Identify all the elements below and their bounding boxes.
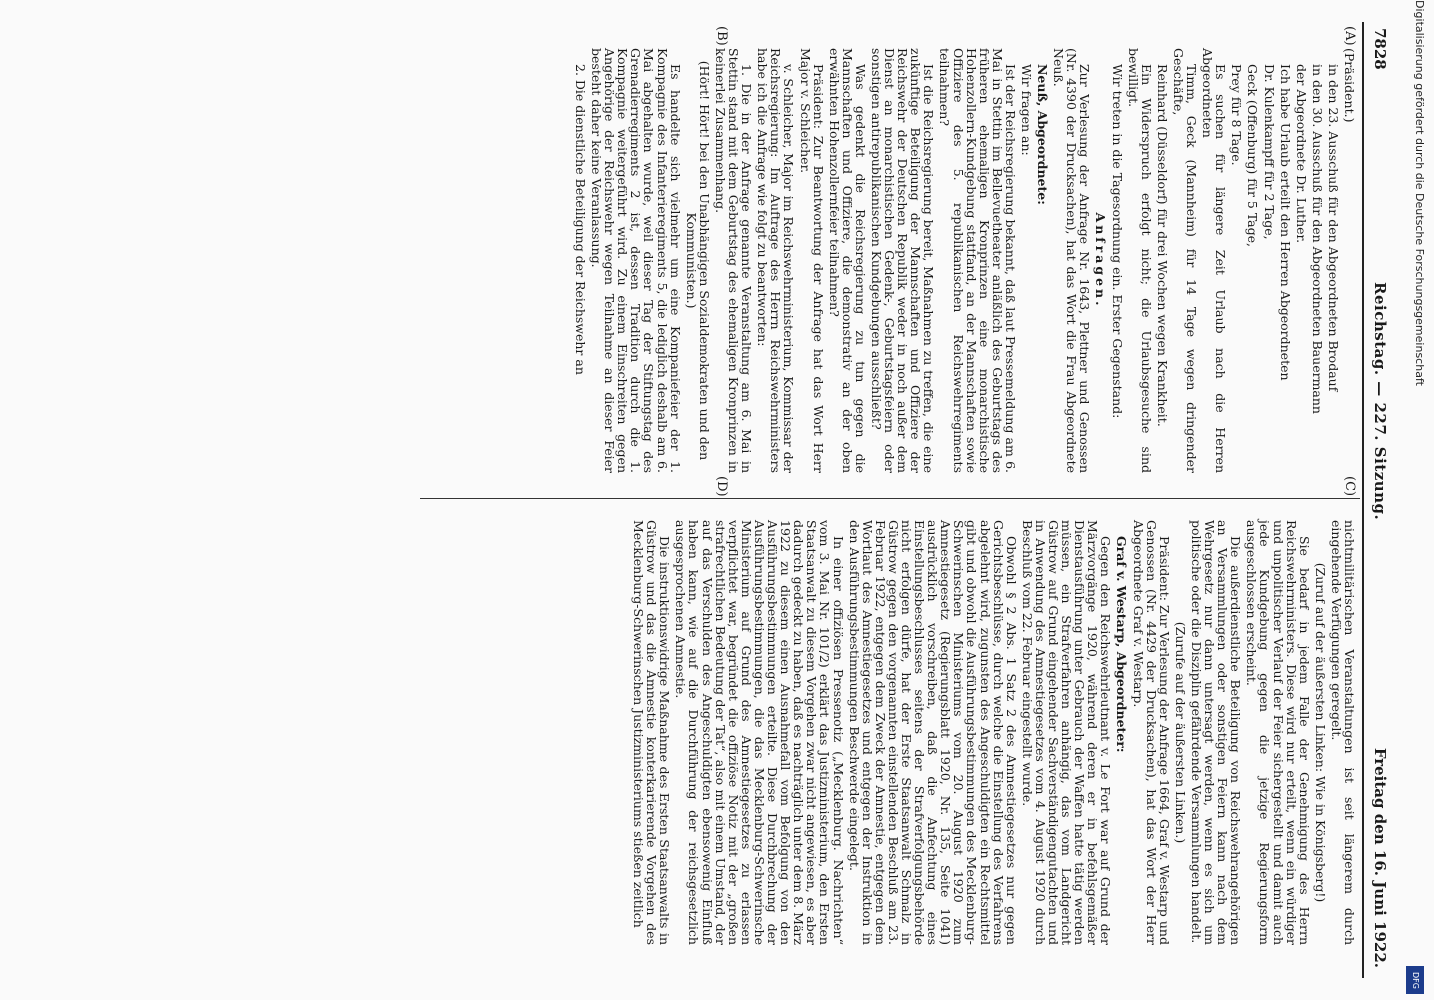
- paragraph: Ist die Reichsregierung bereit, Maßnahmen zu treffen, die eine zukünftige Beteiligung der Mannschaften und Offiziere der Reichswehr der Deutschen Republik weder in noch außer dem Dienst an monarchistischen Gedenk-, Geburtstagsfeiern oder sonstigen antirepublikanischen Kundgebungen ausschließt?: [869, 48, 937, 473]
- paragraph: Reinhard (Düsseldorf) für drei Wochen wegen Krankheit.: [1154, 64, 1170, 427]
- speaker-line: Neuß, Abgeordnete:: [1035, 64, 1051, 205]
- paragraph: Es handelte sich vielmehr um eine Kompaniefeier der 1. Kompagnie des Infanterieregiments 5, die lediglich deshalb am 6. Mai abgehalten wurde, weil dieser Tag der Stiftungstag des Grenadierregiments 2 ist, dessen Tradition durch die 1. Kompagnie weitergeführt wird. Zu einem Einschreiten gegen Angehörige der Reichswehr wegen Teilnahme an dieser Feier besteht daher keine Veranlassung.: [589, 48, 683, 473]
- paragraph: in den 23. Ausschuß für den Abgeordneten Brodauf: [1325, 64, 1341, 392]
- margin-marker-c: (C): [1342, 476, 1357, 497]
- paragraph: 1. Die in der Anfrage genannte Veranstaltung am 6. Mai in Stettin stand mit dem Geburtstag des ehemaligen Kronprinzen in keinerlei Zusammenhang.: [712, 48, 755, 473]
- page-number: 7828: [1371, 28, 1389, 70]
- paragraph: Gegen den Reichswehrleutnant v. Le Fort war auf Grund der Märzvorgänge 1920, während deren er in befehlsgemäßer Dienstausführung unter Gebrauch der Waffen hatte tätig werden müssen, ein Strafverfahren anhängig, das vom Landgericht Güstrow auf Grund eingehender Sachverständigengutachten und in Anwendung des Amnestiegesetzes vom 4. August 1920 durch Beschluß vom 22. Februar eingestellt wurde.: [1019, 520, 1114, 945]
- speaker-line: Graf v. Westarp, Abgeordneter:: [1114, 536, 1130, 753]
- paragraph: nichtmilitärischen Veranstaltungen ist seit längerem durch eingehende Verfügungen geregelt.: [1328, 520, 1357, 945]
- paragraph: Sie bedarf in jedem Falle der Genehmigung des Herrn Reichswehrministers. Diese wird nur erteilt, wenn ein würdiger und unpolitischer Verlauf der Feier sichergestellt und damit auch jede Kundgebung gegen die jetzige Regierungsform ausgeschlossen erscheint.: [1244, 520, 1312, 945]
- paragraph: Dr. Kulenkampff für 2 Tage,: [1261, 64, 1277, 240]
- session-title: Reichstag. — 227. Sitzung.: [1371, 282, 1389, 521]
- paragraph: Zur Verlesung der Anfrage Nr. 1643, Plettner und Genossen (Nr. 4390 der Drucksachen), hat das Wort die Frau Abgeordnete Neuß.: [1051, 48, 1093, 473]
- paragraph: Wir treten in die Tagesordnung ein. Erster Gegenstand:: [1109, 64, 1125, 419]
- paragraph: Was gedenkt die Reichsregierung zu tun gegen die Mannschaften und Offiziere, die demonstrativ an der oben erwähnten Hohenzollernfeier teilnahmen?: [826, 48, 868, 473]
- session-date: Freitag den 16. Juni 1922.: [1371, 747, 1389, 968]
- digitization-footer: [1402, 0, 1430, 1000]
- paragraph: In einer offiziösen Pressenotiz („Mecklenburg. Nachrichten“ vom 3. Mai Nr. 101/2) erklärt das Justizministerium, den Ersten Staatsanwalt zu diesem Vorgehen zwar nicht angewiesen, es aber dadurch gedeckt zu haben, daß es nachträglich unter dem 8. März 1922 zu diesem einen Ausnahmefall vom Befolgung von den Ausführungsbestimmungen erteilte. Diese Durchbrechung der Ausführungsbestimmungen, die das Mecklenburg-Schwerinsche Ministerium auf Grund des Amnestiegesetzes zu erlassen verpflichtet war, begründet die offiziöse Notiz mit der „großen strafrechtlichen Bedeutung der Tat“, also mit einem Umstand, der auf das Verschulden des Angeschuldigten ebensowenig Einfluß haben kann, wie auf die Durchführung der reichsgesetzlich ausgesprochenen Amnestie.: [673, 520, 846, 945]
- left-column: [571, 48, 1356, 473]
- margin-marker-d: (D): [714, 476, 729, 497]
- paragraph: Ich habe Urlaub erteilt den Herren Abgeordneten: [1277, 64, 1293, 381]
- paragraph: v. Schleicher, Major im Reichswehrministerium, Kommissar der Reichsregierung: Im Auftrage des Herrn Reichswehrministers habe ich die Anfrage wie folgt zu beantworten:: [755, 48, 797, 473]
- paragraph: Prey für 8 Tage.: [1229, 64, 1245, 166]
- paragraph: Obwohl § 2 Abs. 1 Satz 2 des Amnestiegesetzes nur gegen Gerichtsbeschlüsse, durch welche die Einstellung des Verfahrens abgelehnt wird, zugunsten des Angeschuldigten ein Rechtsmittel gibt und obwohl die Ausführungsbestimmungen des Mecklenburg-Schwerinschen Ministeriums vom 20. August 1920 zum Amnestiegesetz (Regierungsblatt 1920, Nr. 135, Seite 1041) ausdrücklich vorschreiben, daß die Anfechtung eines Einstellungsbeschlusses seitens der Strafverfolgungsbehörde nicht erfolgen dürfe, hat der Erste Staatsanwalt Schmalz in Güstrow gegen den vorgenannten einstellenden Beschluß am 23. Februar 1922, entgegen dem Zweck der Amnestie, entgegen dem Wortlaut des Amnestiegesetzes und entgegen der Instruktion in den Ausführungsbestimmungen Beschwerde eingelegt.: [846, 520, 1019, 945]
- paragraph: in den 30. Ausschuß für den Abgeordneten Bauermann: [1309, 64, 1325, 414]
- paragraph: der Abgeordnete Dr. Luther.: [1293, 64, 1309, 244]
- paragraph: Ein Widerspruch erfolgt nicht; die Urlaubsgesuche sind bewilligt.: [1125, 48, 1154, 473]
- interjection: (Hört! Hört! bei den Unabhängigen Sozialdemokraten und den Kommunisten.): [683, 60, 712, 461]
- funding-credit: Digitalisierung gefördert durch die Deutsche Forschungsgemeinschaft: [1413, 0, 1426, 386]
- paragraph: Die instruktionswidrige Maßnahme des Ersten Staatsanwalts in Güstrow und das die Amnestie konterkarierende Vorgehen des Mecklenburg-Schwerinschen Justizministeriums stießen zeitlich: [631, 520, 673, 945]
- paragraph: Geck (Offenburg) für 5 Tage,: [1245, 64, 1261, 248]
- paragraph: Die außerdienstliche Beteiligung von Reichswehrangehörigen an Versammlungen oder sonstigen Feiern kann nach dem Wehrgesetz nur dann untersagt werden, wenn es sich um politische oder die Disziplin gefährdende Versammlungen handelt.: [1188, 520, 1244, 945]
- paragraph: 2. Die dienstliche Beteiligung der Reichswehr an: [573, 64, 589, 375]
- margin-marker-b: (B): [714, 26, 729, 46]
- paragraph: (Präsident.): [1342, 48, 1357, 123]
- paragraph: Es suchen für längere Zeit Urlaub nach die Herren Abgeordneten: [1200, 48, 1229, 473]
- paragraph: Ist der Reichsregierung bekannt, daß laut Pressemeldung am 6. Mai in Stettin im Bellevuetheater anläßlich des Geburtstags des früheren ehemaligen Kronprinzen eine monarchistische Hohenzollern-Kundgebung stattfand, an der Mannschaften sowie Offiziere des 5. republikanischen Reichswehrregiments teilnahmen?: [937, 48, 1018, 473]
- right-column: [629, 520, 1356, 945]
- paragraph: Wir fragen an:: [1019, 64, 1035, 156]
- paragraph: Präsident: Zur Beantwortung der Anfrage hat das Wort Herr Major v. Schleicher.: [797, 48, 826, 473]
- margin-marker-a: (A): [1342, 26, 1357, 46]
- section-heading: Anfragen.: [1093, 212, 1109, 309]
- page-header: [1362, 22, 1389, 978]
- paragraph: Präsident: Zur Verlesung der Anfrage 1664, Graf v. Westarp und Genossen (Nr. 4429 der Drucksachen), hat das Wort der Herr Abgeordnete Graf v. Westarp.: [1130, 520, 1172, 945]
- column-divider: [420, 498, 1360, 499]
- interjection: (Zuruf auf der äußersten Linken: Wie in Königsberg!): [1312, 562, 1328, 903]
- interjection: (Zurufe auf der äußersten Linken.): [1172, 621, 1188, 844]
- dfg-logo: DFG: [1406, 966, 1424, 994]
- paragraph: Timm, Geck (Mannheim) für 14 Tage wegen dringender Geschäfte,: [1170, 48, 1200, 473]
